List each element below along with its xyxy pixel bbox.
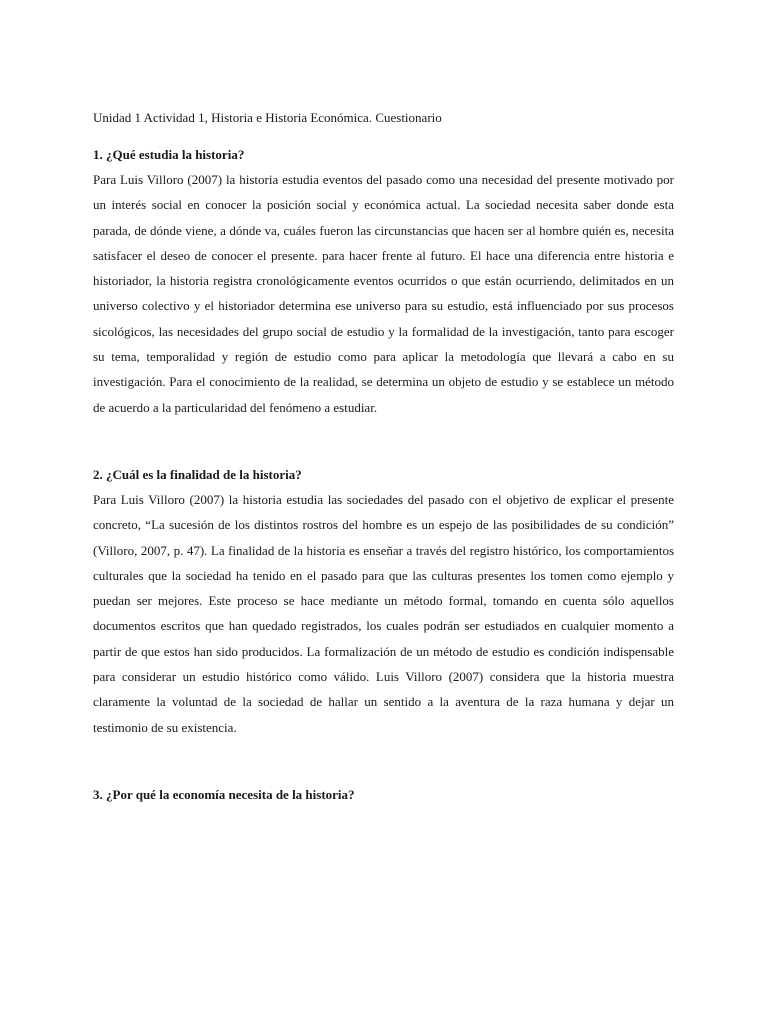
- section-spacer: [93, 420, 674, 462]
- question-heading: 3. ¿Por qué la economía necesita de la historia?: [93, 786, 355, 802]
- question-heading: 2. ¿Cuál es la finalidad de la historia?: [93, 466, 302, 482]
- document-page: [93, 105, 674, 807]
- document-title: Unidad 1 Actividad 1, Historia e Historia Económica. Cuestionario: [93, 110, 442, 125]
- question-heading: 1. ¿Qué estudia la historia?: [93, 147, 245, 162]
- section-spacer: [93, 740, 674, 782]
- answer-paragraph: Para Luis Villoro (2007) la historia estudia las sociedades del pasado con el objetivo de explicar el presente concreto, “La sucesión de los distintos rostros del hombre es un espejo de las posibilidades de su condición” (Villoro, 2007, p. 47). La finalidad de la historia es enseñar a través del registro histórico, los comportamientos culturales que la sociedad ha tenido en el pasado para que las culturas presentes los tomen como ejemplo y puedan ser mejores. Este proceso se hace mediante un método formal, tomando en cuenta sólo aquellos documentos escritos que han quedado registrados, los cuales podrán ser estudiados en cualquier momento a partir de que estos han sido producidos. La formalización de un método de estudio es condición indispensable para considerar un estudio histórico como válido. Luis Villoro (2007) considera que la historia muestra claramente la voluntad de la sociedad de hallar un sentido a la aventura de la raza humana y dejar un testimonio de su existencia.: [93, 491, 674, 735]
- question-section-3: [93, 782, 674, 807]
- question-section-1: [93, 142, 674, 420]
- question-section-2: [93, 462, 674, 740]
- answer-paragraph: Para Luis Villoro (2007) la historia estudia eventos del pasado como una necesidad del presente motivado por un interés social en conocer la posición social y económica actual. La sociedad necesita saber donde esta parada, de dónde viene, a dónde va, cuáles fueron las circunstancias que hacen ser al hombre quién es, necesita satisfacer el deseo de conocer el presente. para hacer frente al futuro. El hace una diferencia entre historia e historiador, la historia registra cronológicamente eventos ocurridos o que están ocurriendo, delimitados en un universo colectivo y el historiador determina ese universo para su estudio, está influenciado por sus procesos sicológicos, las necesidades del grupo social de estudio y la formalidad de la investigación, tanto para escoger su tema, temporalidad y región de estudio como para aplicar la metodología que llevará a cabo en su investigación. Para el conocimiento de la realidad, se determina un objeto de estudio y se establece un método de acuerdo a la particularidad del fenómeno a estudiar.: [93, 172, 674, 415]
